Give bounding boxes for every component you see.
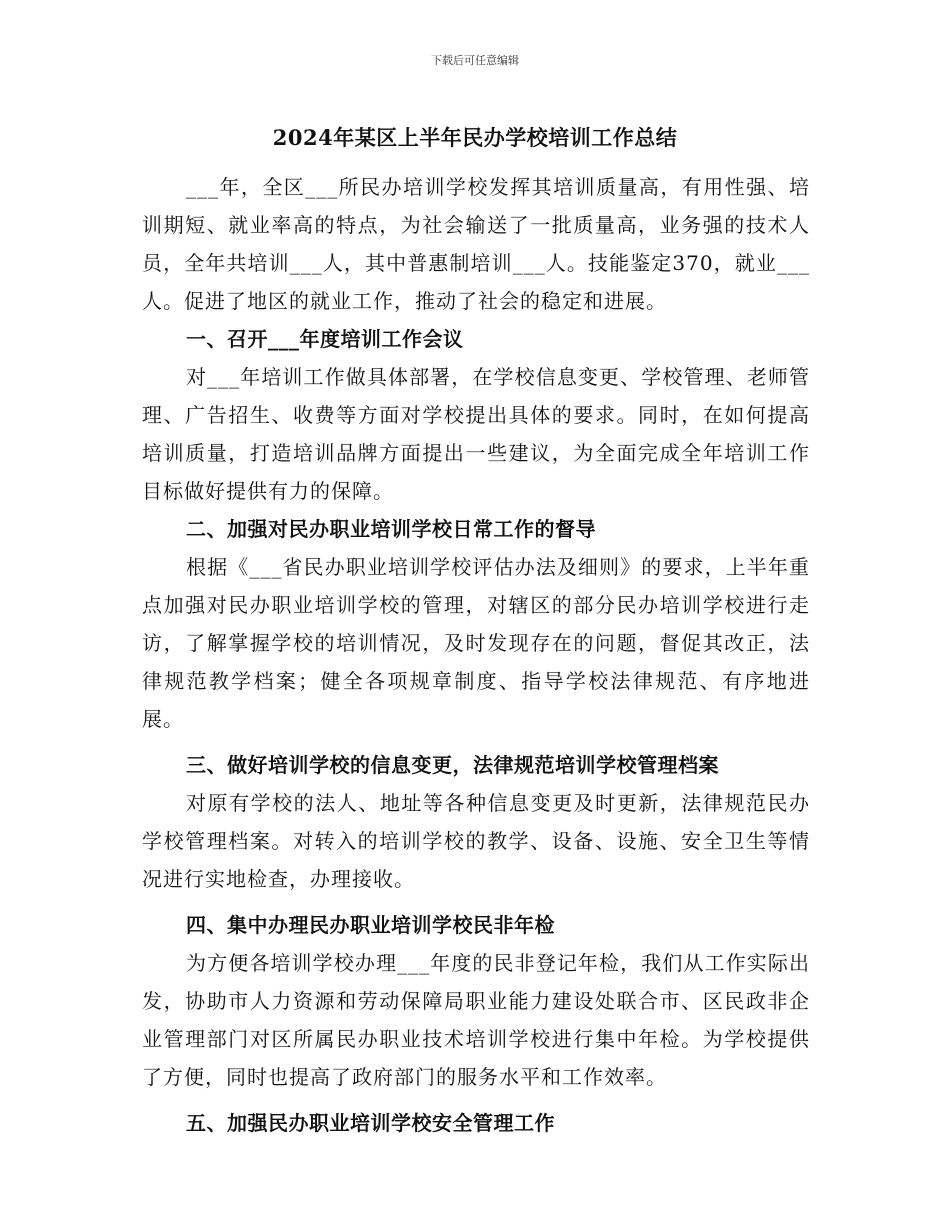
section-heading-1: 一、召开___年度培训工作会议 — [186, 327, 464, 351]
spacer — [142, 1096, 810, 1104]
spacer — [142, 898, 810, 906]
document-body — [142, 168, 810, 1142]
spacer — [142, 738, 810, 746]
intro-paragraph: ___年，全区___所民办培训学校发挥其培训质量高，有用性强、培训期短、就业率高的特点，为社会输送了一批质量高，业务强的技术人员，全年共培训___人，其中普惠制培训___人。技能鉴定370，就业___人。促进了地区的就业工作，推动了社会的稳定和进展。 — [142, 175, 810, 313]
section-heading-3: 三、做好培训学校的信息变更，法律规范培训学校管理档案 — [186, 753, 719, 777]
document-title: 2024年某区上半年民办学校培训工作总结 — [272, 125, 678, 150]
section-text-1: 对___年培训工作做具体部署，在学校信息变更、学校管理、老师管理、广告招生、收费等方面对学校提出具体的要求。同时，在如何提高培训质量，打造培训品牌方面提出一些建议，为全面完成全年培训工作目标做好提供有力的保障。 — [142, 365, 810, 503]
section-text-3: 对原有学校的法人、地址等各种信息变更及时更新，法律规范民办学校管理档案。对转入的培训学校的教学、设备、设施、安全卫生等情况进行实地检查，办理接收。 — [142, 791, 810, 891]
header-note: 下载后可任意编辑 — [431, 54, 519, 67]
section-text-4: 为方便各培训学校办理___年度的民非登记年检，我们从工作实际出发，协助市人力资源和劳动保障局职业能力建设处联合市、区民政非企业管理部门对区所属民办职业技术培训学校进行集中年检。为学校提供了方便，同时也提高了政府部门的服务水平和工作效率。 — [142, 951, 810, 1089]
section-heading-4: 四、集中办理民办职业培训学校民非年检 — [186, 913, 555, 937]
section-text-2: 根据《___省民办职业培训学校评估办法及细则》的要求，上半年重点加强对民办职业培训学校的管理，对辖区的部分民办培训学校进行走访，了解掌握学校的培训情况，及时发现存在的问题，督促其改正，法律规范教学档案；健全各项规章制度、指导学校法律规范、有序地进展。 — [142, 555, 810, 731]
section-heading-5: 五、加强民办职业培训学校安全管理工作 — [186, 1111, 555, 1135]
section-heading-2: 二、加强对民办职业培训学校日常工作的督导 — [186, 517, 596, 541]
